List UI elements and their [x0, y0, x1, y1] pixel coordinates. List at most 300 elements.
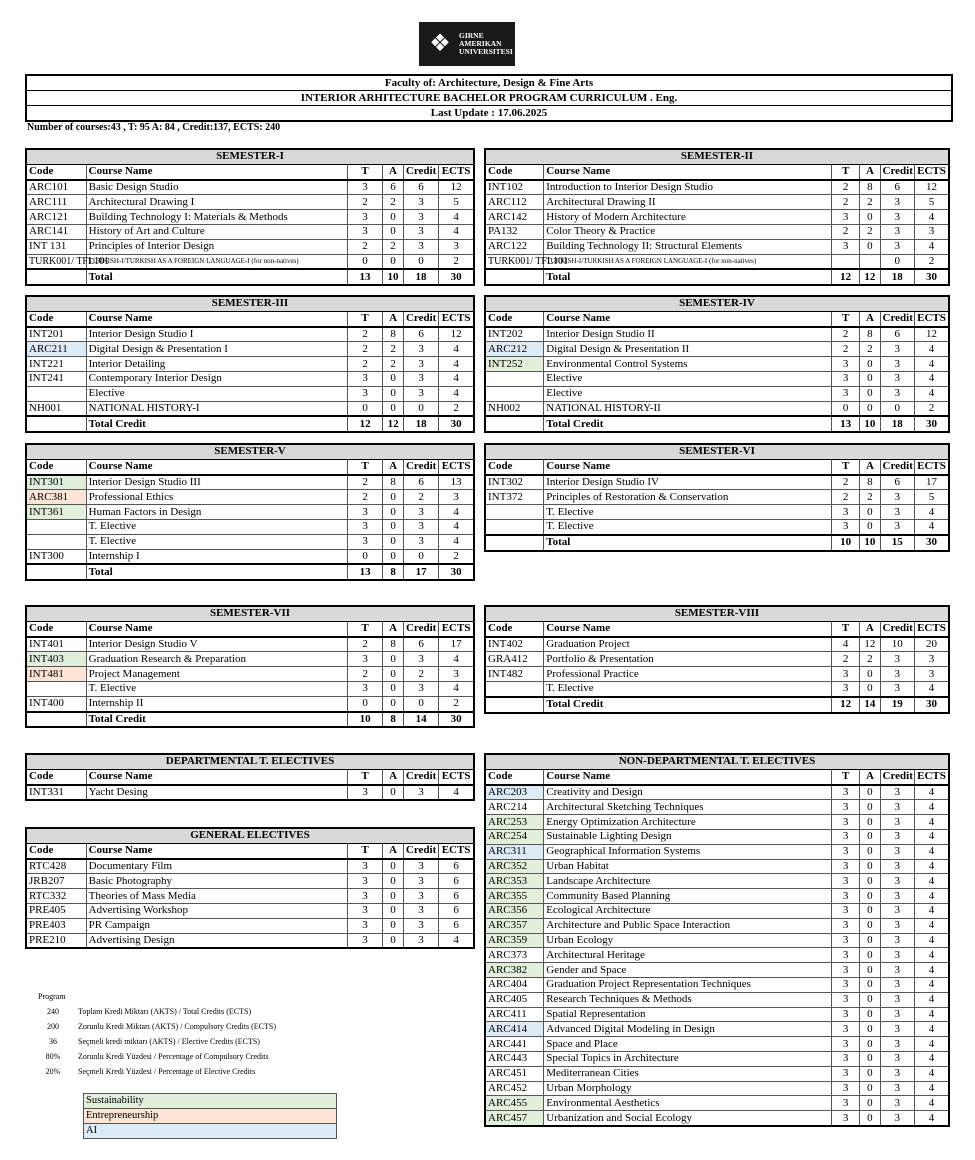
credit: 3: [880, 342, 914, 357]
ects: 5: [439, 195, 474, 210]
credit: 0: [403, 401, 438, 416]
ects: 12: [439, 327, 474, 342]
column-header-name: Course Name: [544, 311, 832, 326]
course-name: Energy Optimization Architecture: [544, 815, 832, 830]
total-t: 13: [831, 416, 859, 432]
column-header-t: T: [347, 769, 382, 784]
course-row: [26, 490, 474, 505]
column-header-row: [26, 311, 474, 326]
theory-hours: 3: [347, 889, 382, 904]
column-header-t: T: [831, 164, 859, 179]
course-name: Basic Design Studio: [86, 180, 347, 195]
column-header-credit: Credit: [880, 769, 914, 784]
course-code: ARC411: [485, 1007, 544, 1022]
credit: 3: [880, 357, 914, 372]
credit: 3: [403, 933, 438, 948]
column-header-a: A: [860, 621, 880, 636]
total-credit: 18: [880, 269, 914, 285]
program-credits-summary: [28, 992, 276, 1082]
course-name: Basic Photography: [86, 874, 347, 889]
course-row: [485, 918, 949, 933]
ects: 4: [914, 948, 949, 963]
course-row: [26, 327, 474, 342]
application-hours: 2: [383, 357, 404, 372]
application-hours: 0: [383, 490, 404, 505]
theory-hours: 3: [831, 844, 859, 859]
course-row: [485, 239, 949, 254]
course-name: T. Elective: [544, 681, 832, 696]
ects: 4: [914, 386, 949, 401]
application-hours: 8: [383, 637, 404, 652]
course-row: [485, 829, 949, 844]
credit: 3: [880, 889, 914, 904]
column-header-ects: ECTS: [439, 621, 474, 636]
theory-hours: 2: [831, 475, 859, 490]
credit: 3: [880, 371, 914, 386]
theory-hours: 2: [347, 327, 382, 342]
application-hours: 0: [383, 903, 404, 918]
ects: 20: [914, 637, 949, 652]
course-code: ARC405: [485, 992, 544, 1007]
ects: 6: [439, 859, 474, 874]
credit: 6: [880, 327, 914, 342]
application-hours: 0: [860, 844, 880, 859]
legend-entrepreneurship: Entrepreneurship: [84, 1109, 336, 1124]
course-row: [26, 371, 474, 386]
application-hours: 0: [860, 667, 880, 682]
ects: 4: [439, 681, 474, 696]
course-code: INT 131: [26, 239, 86, 254]
course-row: [485, 490, 949, 505]
application-hours: 0: [383, 667, 404, 682]
column-header-row: [26, 843, 474, 858]
application-hours: 0: [860, 785, 880, 800]
total-credit: 18: [403, 416, 438, 432]
column-header-t: T: [831, 621, 859, 636]
theory-hours: 3: [831, 948, 859, 963]
column-header-code: Code: [26, 769, 86, 784]
course-name: Architectural Drawing II: [544, 195, 832, 210]
theory-hours: 3: [347, 210, 382, 225]
column-header-row: [26, 164, 474, 179]
ects: 4: [439, 785, 474, 801]
credit: 3: [880, 933, 914, 948]
course-code: ARC357: [485, 918, 544, 933]
ects: 4: [914, 1111, 949, 1126]
course-row: [485, 874, 949, 889]
course-name: Internship I: [86, 549, 347, 564]
credit: 3: [880, 1096, 914, 1111]
credit: 3: [403, 386, 438, 401]
course-name: Urban Morphology: [544, 1081, 832, 1096]
total-label: Total: [544, 269, 832, 285]
course-code: ARC441: [485, 1037, 544, 1052]
course-name: Graduation Research & Preparation: [86, 652, 347, 667]
application-hours: 0: [860, 1066, 880, 1081]
ects: 6: [439, 874, 474, 889]
course-row: [26, 696, 474, 711]
course-row: [26, 859, 474, 874]
non-departmental-electives-table: [484, 753, 950, 1127]
course-row: [485, 637, 949, 652]
ects: 4: [914, 933, 949, 948]
theory-hours: 3: [831, 859, 859, 874]
credit: 3: [880, 874, 914, 889]
column-header-a: A: [383, 843, 404, 858]
ects: 6: [439, 918, 474, 933]
credit: 3: [880, 1022, 914, 1037]
theory-hours: 3: [831, 1022, 859, 1037]
theory-hours: 3: [831, 918, 859, 933]
course-row: [485, 357, 949, 372]
application-hours: 0: [860, 800, 880, 815]
ects: 4: [914, 800, 949, 815]
theory-hours: 2: [831, 180, 859, 195]
ects: 4: [439, 371, 474, 386]
total-ects: 30: [914, 269, 949, 285]
logo-line-3: UNIVERSITESI: [459, 47, 513, 56]
course-row: [26, 195, 474, 210]
theory-hours: 4: [831, 637, 859, 652]
table-title: SEMESTER-III: [26, 296, 474, 311]
theory-hours: 3: [831, 667, 859, 682]
ects: 4: [914, 1051, 949, 1066]
course-name: Color Theory & Practice: [544, 224, 832, 239]
credit: 6: [403, 475, 438, 490]
credit: 3: [880, 948, 914, 963]
credit: 3: [880, 681, 914, 696]
logo-line-1: GIRNE: [459, 31, 484, 40]
course-code: ARC356: [485, 903, 544, 918]
column-header-t: T: [347, 311, 382, 326]
course-row: [485, 1022, 949, 1037]
ects: 4: [914, 992, 949, 1007]
application-hours: 0: [860, 401, 880, 416]
course-name: T. Elective: [544, 505, 832, 520]
course-name: Urbanization and Social Ecology: [544, 1111, 832, 1126]
course-row: [485, 859, 949, 874]
ects: 4: [914, 342, 949, 357]
column-header-a: A: [860, 459, 880, 474]
column-header-code: Code: [485, 311, 544, 326]
ects: 12: [914, 180, 949, 195]
credit: 3: [880, 195, 914, 210]
course-code: [485, 505, 544, 520]
credit: 3: [880, 859, 914, 874]
table-title-row: [26, 149, 474, 164]
credit: 6: [880, 475, 914, 490]
ects: 4: [439, 933, 474, 948]
course-row: [485, 889, 949, 904]
course-code: INT202: [485, 327, 544, 342]
course-name: Digital Design & Presentation I: [86, 342, 347, 357]
ects: 4: [439, 652, 474, 667]
course-name: Research Techniques & Methods: [544, 992, 832, 1007]
total-a: 14: [860, 697, 880, 713]
program-description: Zorunlu Kredi Miktarı (AKTS) / Compulsory Credits (ECTS): [78, 1022, 276, 1031]
ects: 4: [914, 1037, 949, 1052]
application-hours: 0: [383, 874, 404, 889]
credit: 3: [880, 963, 914, 978]
application-hours: 0: [860, 239, 880, 254]
ects: 4: [914, 371, 949, 386]
course-name: Sustainable Lighting Design: [544, 829, 832, 844]
course-row: [485, 342, 949, 357]
course-name: Urban Ecology: [544, 933, 832, 948]
column-header-row: [485, 621, 949, 636]
program-value: 200: [47, 1022, 59, 1031]
course-code: INT400: [26, 696, 86, 711]
course-code: PRE403: [26, 918, 86, 933]
application-hours: [860, 254, 880, 269]
column-header-ects: ECTS: [439, 459, 474, 474]
credit: 2: [403, 667, 438, 682]
credit: 3: [880, 667, 914, 682]
column-header-code: Code: [26, 459, 86, 474]
column-header-t: T: [347, 843, 382, 858]
course-code: ARC122: [485, 239, 544, 254]
credit: 6: [403, 637, 438, 652]
total-t: 12: [831, 269, 859, 285]
theory-hours: 3: [831, 1051, 859, 1066]
column-header-ects: ECTS: [914, 459, 949, 474]
ects: 4: [439, 357, 474, 372]
credit: 3: [880, 1066, 914, 1081]
course-row: [485, 1066, 949, 1081]
course-code: TURK001/ TFL101: [26, 254, 86, 269]
course-name: Interior Design Studio V: [86, 637, 347, 652]
credit: 6: [880, 180, 914, 195]
ects: 4: [914, 874, 949, 889]
application-hours: 6: [383, 180, 404, 195]
course-name: History of Art and Culture: [86, 224, 347, 239]
credit: 3: [880, 977, 914, 992]
course-name: Interior Design Studio II: [544, 327, 832, 342]
total-a: 12: [860, 269, 880, 285]
total-row: [26, 564, 474, 580]
course-code: INT301: [26, 475, 86, 490]
credit: 3: [880, 903, 914, 918]
course-code: ARC353: [485, 874, 544, 889]
course-row: [485, 815, 949, 830]
ects: 4: [914, 519, 949, 534]
course-row: [26, 637, 474, 652]
course-name: Architectural Drawing I: [86, 195, 347, 210]
course-code: INT402: [485, 637, 544, 652]
credit: 3: [880, 1081, 914, 1096]
total-code: [26, 416, 86, 432]
total-label: Total Credit: [544, 697, 832, 713]
ects: 4: [914, 889, 949, 904]
ects: 2: [914, 254, 949, 269]
university-logo: [419, 22, 515, 66]
theory-hours: 3: [831, 1007, 859, 1022]
table-title-row: [485, 444, 949, 459]
application-hours: 0: [383, 534, 404, 549]
course-code: ARC101: [26, 180, 86, 195]
course-row: [485, 1037, 949, 1052]
application-hours: 2: [860, 342, 880, 357]
total-row: [485, 697, 949, 713]
course-row: [26, 534, 474, 549]
course-code: ARC381: [26, 490, 86, 505]
course-row: [485, 667, 949, 682]
credit: 0: [880, 401, 914, 416]
column-header-name: Course Name: [86, 621, 347, 636]
application-hours: 0: [860, 210, 880, 225]
ects: 4: [914, 785, 949, 800]
total-credit: 18: [403, 269, 438, 285]
total-ects: 30: [439, 416, 474, 432]
total-label: Total Credit: [544, 416, 832, 432]
column-header-credit: Credit: [403, 459, 438, 474]
course-row: [485, 519, 949, 534]
application-hours: 0: [860, 1081, 880, 1096]
course-row: [26, 386, 474, 401]
theory-hours: 3: [347, 224, 382, 239]
credit: 3: [880, 918, 914, 933]
table-title-row: [26, 828, 474, 843]
application-hours: 0: [383, 210, 404, 225]
course-code: INT241: [26, 371, 86, 386]
ects: 12: [439, 180, 474, 195]
application-hours: 0: [860, 963, 880, 978]
course-code: ARC214: [485, 800, 544, 815]
course-name: Architectural Heritage: [544, 948, 832, 963]
course-row: [26, 549, 474, 564]
course-name: Spatial Representation: [544, 1007, 832, 1022]
credit: 0: [403, 549, 438, 564]
credit: 3: [403, 342, 438, 357]
ects: 17: [439, 637, 474, 652]
course-code: ARC455: [485, 1096, 544, 1111]
application-hours: 12: [860, 637, 880, 652]
column-header-name: Course Name: [86, 164, 347, 179]
total-credit: 18: [880, 416, 914, 432]
credit: 3: [880, 829, 914, 844]
column-header-credit: Credit: [880, 311, 914, 326]
course-code: ARC112: [485, 195, 544, 210]
application-hours: 0: [383, 254, 404, 269]
course-row: [26, 933, 474, 948]
course-row: [485, 977, 949, 992]
credit: 2: [403, 490, 438, 505]
course-row: [485, 505, 949, 520]
logo-line-2: AMERIKAN: [459, 39, 502, 48]
theory-hours: 3: [831, 992, 859, 1007]
course-code: ARC404: [485, 977, 544, 992]
theory-hours: 2: [347, 475, 382, 490]
ects: 2: [439, 401, 474, 416]
course-row: [26, 652, 474, 667]
theory-hours: 2: [347, 490, 382, 505]
course-name: Interior Design Studio IV: [544, 475, 832, 490]
semester-8-table: [484, 605, 950, 714]
ects: 5: [914, 490, 949, 505]
course-name: TURKISH-I/TURKISH AS A FOREIGN LANGUAGE-I (for non-natives): [86, 254, 347, 269]
course-name: Graduation Project Representation Techniques: [544, 977, 832, 992]
column-header-name: Course Name: [544, 621, 832, 636]
course-row: [485, 327, 949, 342]
table-title: SEMESTER-V: [26, 444, 474, 459]
total-t: 13: [347, 564, 382, 580]
table-title: NON-DEPARTMENTAL T. ELECTIVES: [485, 754, 949, 769]
application-hours: 0: [860, 1096, 880, 1111]
table-title-row: [485, 149, 949, 164]
credit: 10: [880, 637, 914, 652]
column-header-name: Course Name: [544, 164, 832, 179]
course-name: Gender and Space: [544, 963, 832, 978]
column-header-name: Course Name: [86, 459, 347, 474]
course-row: [485, 180, 949, 195]
color-legend: [83, 1093, 337, 1139]
course-code: ARC141: [26, 224, 86, 239]
column-header-code: Code: [485, 769, 544, 784]
table-title-row: [485, 754, 949, 769]
theory-hours: 0: [347, 401, 382, 416]
course-row: [485, 681, 949, 696]
total-a: 12: [383, 416, 404, 432]
course-name: TURKISH-I/TURKISH AS A FOREIGN LANGUAGE-I (for non-natives): [544, 254, 832, 269]
table-title: GENERAL ELECTIVES: [26, 828, 474, 843]
course-row: [485, 1007, 949, 1022]
course-name: Digital Design & Presentation II: [544, 342, 832, 357]
total-label: Total: [86, 269, 347, 285]
credit: 3: [880, 1037, 914, 1052]
credit: 3: [880, 1051, 914, 1066]
application-hours: 0: [383, 401, 404, 416]
course-code: RTC428: [26, 859, 86, 874]
course-row: [26, 475, 474, 490]
ects: 4: [914, 1022, 949, 1037]
course-row: [26, 254, 474, 269]
total-t: 12: [347, 416, 382, 432]
program-value: 36: [49, 1037, 57, 1046]
theory-hours: 3: [831, 1081, 859, 1096]
course-code: ARC121: [26, 210, 86, 225]
course-name: Building Technology I: Materials & Methods: [86, 210, 347, 225]
course-name: Graduation Project: [544, 637, 832, 652]
course-code: ARC211: [26, 342, 86, 357]
credit: 3: [880, 386, 914, 401]
course-name: T. Elective: [86, 681, 347, 696]
application-hours: 0: [860, 903, 880, 918]
application-hours: 0: [860, 1022, 880, 1037]
application-hours: 2: [860, 652, 880, 667]
course-code: ARC443: [485, 1051, 544, 1066]
course-code: ARC451: [485, 1066, 544, 1081]
column-header-ects: ECTS: [439, 843, 474, 858]
course-name: Advertising Workshop: [86, 903, 347, 918]
column-header-code: Code: [26, 621, 86, 636]
ects: 2: [914, 401, 949, 416]
theory-hours: 3: [831, 829, 859, 844]
program-value: 80%: [45, 1052, 61, 1061]
table-title-row: [485, 606, 949, 621]
column-header-ects: ECTS: [914, 311, 949, 326]
total-credit: 19: [880, 697, 914, 713]
application-hours: 0: [860, 1111, 880, 1126]
total-a: 8: [383, 712, 404, 728]
application-hours: 0: [383, 652, 404, 667]
application-hours: 2: [383, 239, 404, 254]
ects: 4: [439, 210, 474, 225]
course-code: [26, 386, 86, 401]
course-name: Urban Habitat: [544, 859, 832, 874]
credit: 3: [403, 681, 438, 696]
application-hours: 0: [860, 1007, 880, 1022]
theory-hours: 3: [347, 859, 382, 874]
